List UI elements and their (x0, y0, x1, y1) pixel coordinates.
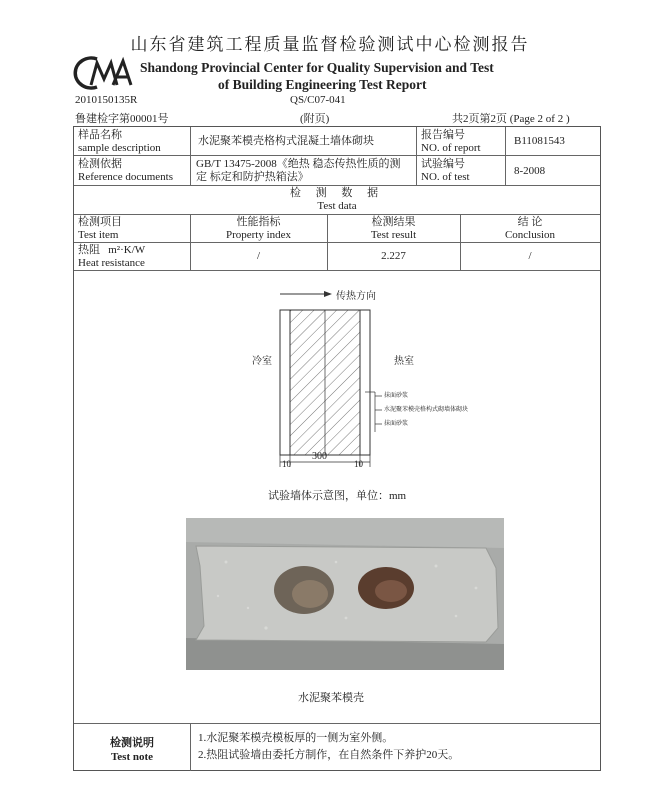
sample-value: 水泥聚苯模壳格构式混凝土墙体砌块 (198, 135, 374, 147)
col-test-item-cn: 检测项目 (78, 216, 122, 228)
report-code: 2010150135R (75, 94, 138, 106)
dimension-left: 10 (282, 459, 291, 469)
wall-section-diagram (240, 282, 480, 472)
row-property-index: / (256, 250, 261, 262)
reference-label-en: Reference documents (78, 171, 173, 183)
note-line-1: 1.水泥聚苯模壳模板厚的一侧为室外侧。 (198, 732, 394, 744)
col-test-result-en: Test result (370, 229, 417, 241)
col-test-result-cn: 检测结果 (371, 216, 416, 228)
cma-logo-icon (73, 55, 133, 91)
dimension-right: 10 (354, 459, 363, 469)
appendix-label: (附页) (300, 113, 330, 125)
cold-room-label: 冷室 (252, 356, 272, 367)
row-item-en: Heat resistance (78, 257, 145, 269)
row-conclusion: / (528, 250, 532, 262)
diagram-caption: 试验墙体示意图，单位：mm (268, 490, 407, 502)
note-line-2: 2.热阻试验墙由委托方制作，在自然条件下养护20天。 (198, 749, 460, 761)
legend-item-1: 抹面砂浆 (384, 393, 409, 399)
test-data-title-cn: 检 测 数 据 (289, 187, 385, 199)
report-title-en-line1: Shandong Provincial Center for Quality Supervision and Test (140, 60, 494, 75)
test-no-label-en: NO. of test (421, 171, 470, 183)
form-code: QS/C07-041 (290, 94, 346, 106)
col-property-index-cn: 性能指标 (236, 216, 281, 228)
block-photo-image (186, 518, 504, 670)
test-no-label-cn: 试验编号 (421, 158, 465, 170)
report-no-label-en: NO. of report (421, 142, 481, 154)
certificate-number: 鲁建检字第00001号 (75, 113, 169, 125)
reference-label-cn: 检测依据 (78, 158, 122, 170)
sample-label-cn: 样品名称 (78, 129, 122, 141)
row-item-cn: 热阻 m²·K/W (78, 244, 146, 256)
dimension-total: 300 (312, 451, 327, 462)
reference-value-line1: GB/T 13475-2008《绝热 稳态传热性质的测 (196, 158, 401, 170)
legend-item-2: 水泥聚苯模壳格构式砌墙体砌块 (384, 407, 469, 413)
report-title-cn: 山东省建筑工程质量监督检验测试中心检测报告 (130, 35, 530, 55)
page-info: 共2页第2页 (Page 2 of 2 ) (452, 113, 570, 125)
reference-value-line2: 定 标定和防护热箱法》 (196, 171, 309, 183)
block-photo (186, 518, 504, 670)
legend-item-3: 抹面砂浆 (384, 421, 409, 427)
hot-room-label: 热室 (394, 356, 414, 367)
col-test-item-en: Test item (78, 229, 119, 241)
photo-caption: 水泥聚苯模壳 (298, 692, 364, 704)
row-test-result: 2.227 (381, 250, 406, 262)
report-no-value: B11081543 (514, 135, 565, 147)
test-data-title-en: Test data (317, 200, 357, 212)
row-unit: m²·K/W (108, 244, 146, 256)
report-no-label-cn: 报告编号 (421, 129, 465, 141)
col-property-index-en: Property index (225, 229, 292, 241)
note-label-cn: 检测说明 (110, 737, 154, 749)
note-label-en: Test note (110, 751, 154, 763)
col-conclusion-en: Conclusion (504, 229, 556, 241)
sample-label-en: sample description (78, 142, 161, 154)
col-conclusion-cn: 结 论 (517, 216, 543, 228)
heat-flow-label: 传热方向 (336, 291, 376, 302)
test-no-value: 8-2008 (514, 165, 546, 177)
report-title-en-line2: of Building Engineering Test Report (218, 77, 427, 92)
